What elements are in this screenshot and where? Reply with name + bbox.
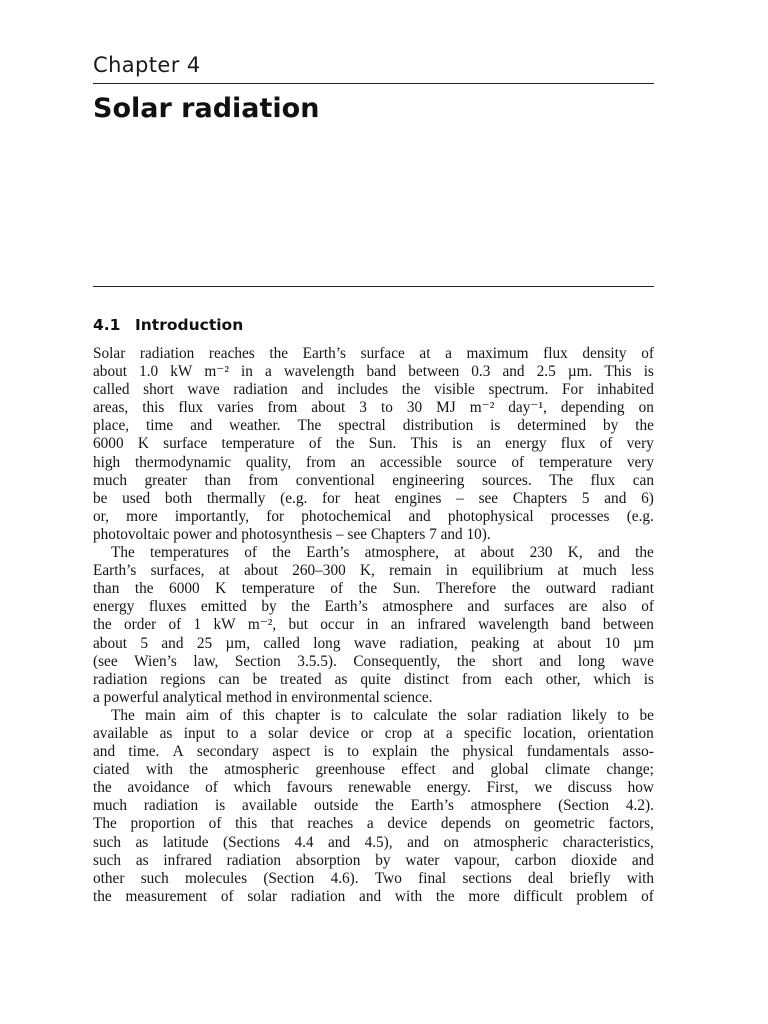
paragraph <box>93 345 654 544</box>
text-line: much greater than from conventional engineering sources. The flux can <box>93 471 654 489</box>
paragraph <box>93 707 654 906</box>
section-title: Introduction <box>135 316 244 334</box>
text-line: areas, this flux varies from about 3 to 30 MJ m⁻² day⁻¹, depending on <box>93 399 654 417</box>
paragraph <box>93 544 654 707</box>
text-line: radiation regions can be treated as quite distinct from each other, which is <box>93 670 654 688</box>
text-line: the measurement of solar radiation and with the more difficult problem of <box>93 887 654 905</box>
section-number: 4.1 <box>93 316 121 334</box>
text-line: called short wave radiation and includes the visible spectrum. For inhabited <box>93 381 654 399</box>
text-line: the avoidance of which favours renewable energy. First, we discuss how <box>93 779 654 797</box>
text-line: or, more importantly, for photochemical and photophysical processes (e.g. <box>93 507 654 525</box>
body-text <box>93 345 654 906</box>
text-line: (see Wien’s law, Section 3.5.5). Consequently, the short and long wave <box>93 652 654 670</box>
section-heading <box>93 316 243 334</box>
text-line: much radiation is available outside the Earth’s atmosphere (Section 4.2). <box>93 797 654 815</box>
text-line: photovoltaic power and photosynthesis – see Chapters 7 and 10). <box>93 525 491 543</box>
text-line: The proportion of this that reaches a device depends on geometric factors, <box>93 815 654 833</box>
text-line: than the 6000 K temperature of the Sun. Therefore the outward radiant <box>93 580 654 598</box>
text-line: place, time and weather. The spectral distribution is determined by the <box>93 417 654 435</box>
text-line: other such molecules (Section 4.6). Two final sections deal briefly with <box>93 869 654 887</box>
text-line: high thermodynamic quality, from an accessible source of temperature very <box>93 453 654 471</box>
text-line: a powerful analytical method in environmental science. <box>93 688 433 706</box>
text-line: The temperatures of the Earth’s atmosphere, at about 230 K, and the <box>111 544 654 562</box>
chapter-rule-bottom <box>93 286 654 287</box>
text-line: about 5 and 25 µm, called long wave radiation, peaking at about 10 µm <box>93 634 654 652</box>
text-line: the order of 1 kW m⁻², but occur in an infrared wavelength band between <box>93 616 654 634</box>
chapter-title: Solar radiation <box>93 93 320 124</box>
text-line: available as input to a solar device or crop at a specific location, orientation <box>93 724 654 742</box>
text-line: about 1.0 kW m⁻² in a wavelength band between 0.3 and 2.5 µm. This is <box>93 363 654 381</box>
text-line: and time. A secondary aspect is to explain the physical fundamentals asso- <box>93 743 654 761</box>
text-line: energy fluxes emitted by the Earth’s atmosphere and surfaces are also of <box>93 598 654 616</box>
chapter-rule-top <box>93 83 654 84</box>
chapter-label: Chapter 4 <box>93 53 201 77</box>
text-line: Earth’s surfaces, at about 260–300 K, remain in equilibrium at much less <box>93 562 654 580</box>
text-line: ciated with the atmospheric greenhouse effect and global climate change; <box>93 761 654 779</box>
text-line: 6000 K surface temperature of the Sun. This is an energy flux of very <box>93 435 654 453</box>
text-line: such as latitude (Sections 4.4 and 4.5), and on atmospheric characteristics, <box>93 833 654 851</box>
text-line: The main aim of this chapter is to calculate the solar radiation likely to be <box>111 706 654 724</box>
text-line: be used both thermally (e.g. for heat engines – see Chapters 5 and 6) <box>93 489 654 507</box>
text-line: Solar radiation reaches the Earth’s surface at a maximum flux density of <box>93 345 654 362</box>
text-line: such as infrared radiation absorption by water vapour, carbon dioxide and <box>93 851 654 869</box>
